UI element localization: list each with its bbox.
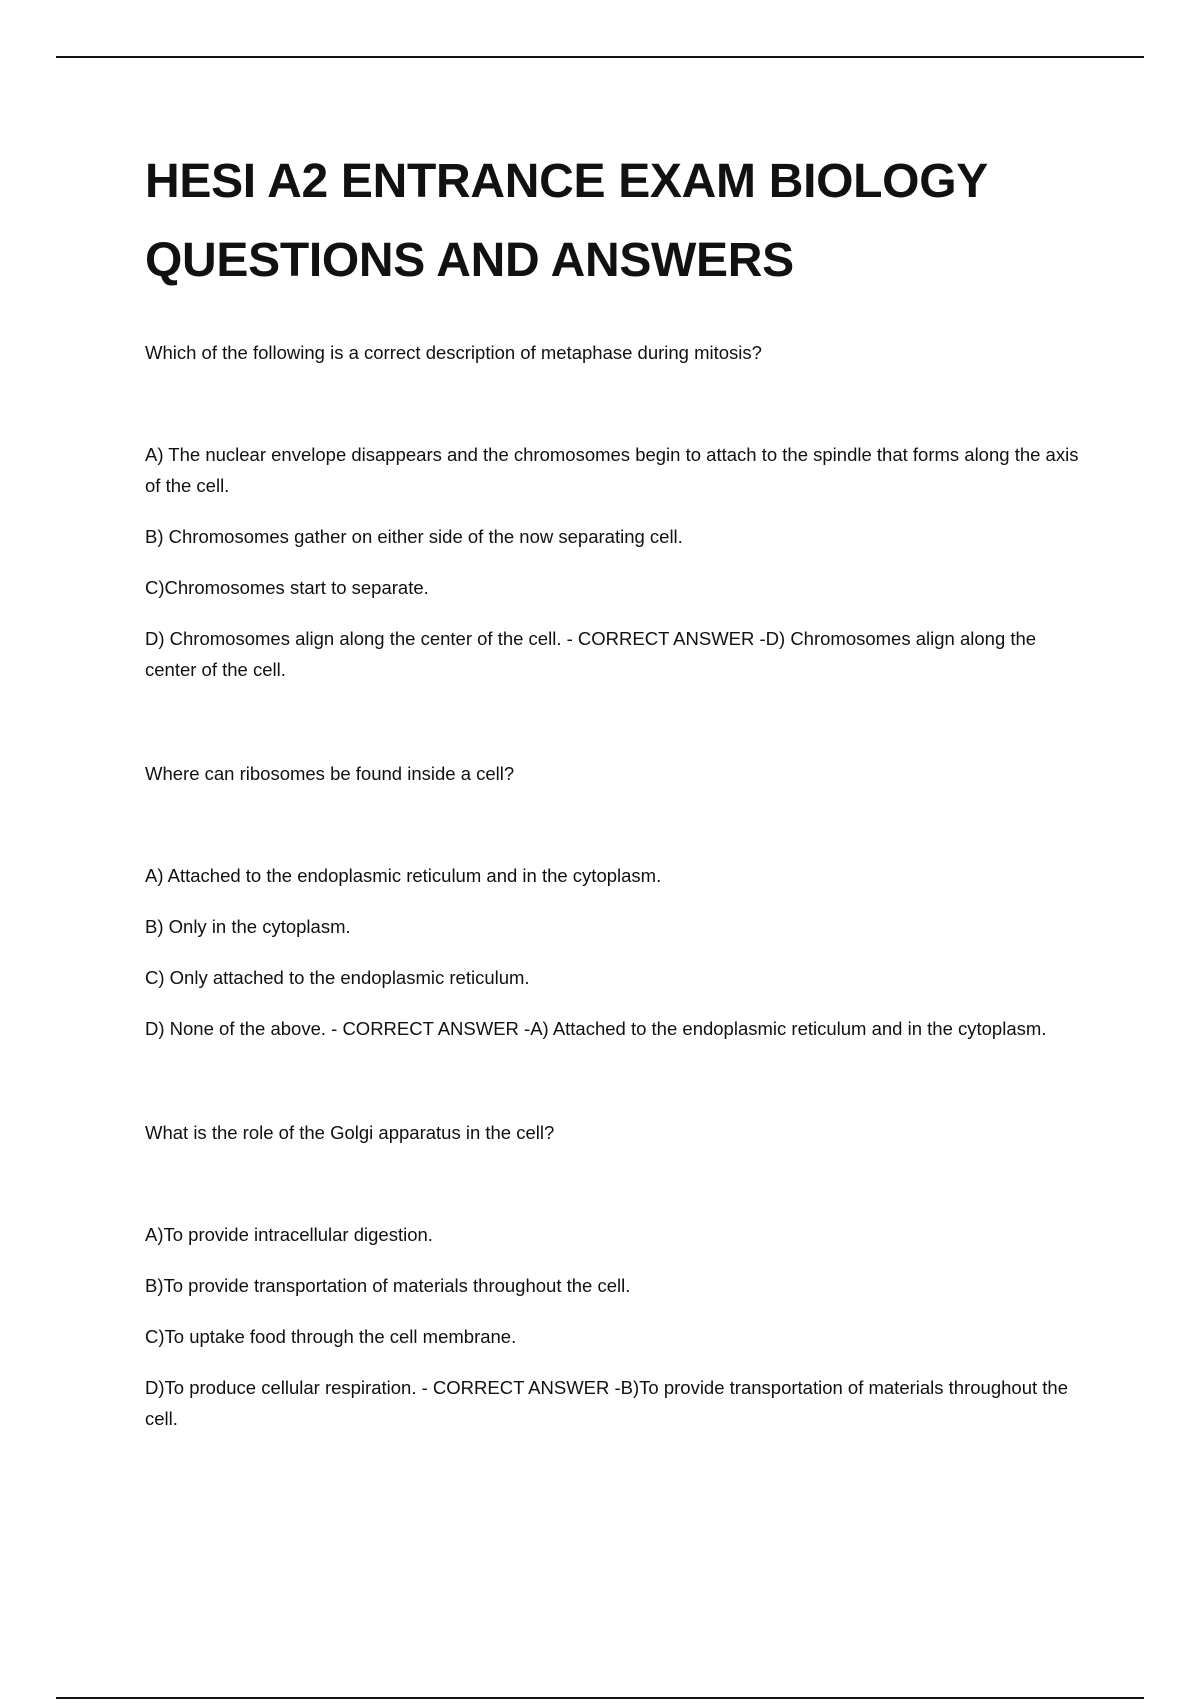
question-text: What is the role of the Golgi apparatus in the cell?	[145, 1122, 555, 1143]
question-text: Which of the following is a correct description of metaphase during mitosis?	[145, 342, 762, 363]
header-rule	[56, 56, 1144, 58]
question-block-1	[145, 337, 1085, 685]
option-a: A) Attached to the endoplasmic reticulum and in the cytoplasm.	[145, 865, 662, 886]
question-block-3	[145, 1117, 1085, 1434]
option-a: A)To provide intracellular digestion.	[145, 1224, 433, 1245]
option-b: B) Only in the cytoplasm.	[145, 916, 351, 937]
option-d-answer: D)To produce cellular respiration. - CORRECT ANSWER -B)To provide transportation of materials throughout the cell.	[145, 1377, 1068, 1429]
option-c: C)To uptake food through the cell membrane.	[145, 1326, 517, 1347]
title-line-2: QUESTIONS AND ANSWERS	[145, 234, 794, 287]
option-b: B)To provide transportation of materials throughout the cell.	[145, 1275, 631, 1296]
footer-rule	[56, 1697, 1144, 1699]
question-text: Where can ribosomes be found inside a cell?	[145, 763, 515, 784]
option-c: C)Chromosomes start to separate.	[145, 577, 429, 598]
option-b: B) Chromosomes gather on either side of the now separating cell.	[145, 526, 683, 547]
question-block-2	[145, 758, 1085, 1044]
title-line-1: HESI A2 ENTRANCE EXAM BIOLOGY	[145, 155, 988, 208]
option-c: C) Only attached to the endoplasmic reticulum.	[145, 967, 530, 988]
document-title	[145, 142, 1085, 300]
document-body	[145, 142, 1085, 1434]
option-d-answer: D) Chromosomes align along the center of the cell. - CORRECT ANSWER -D) Chromosomes align along the center of the cell.	[145, 628, 1037, 680]
option-a: A) The nuclear envelope disappears and the chromosomes begin to attach to the spindle that forms along the axis of the cell.	[145, 444, 1079, 496]
option-d-answer: D) None of the above. - CORRECT ANSWER -A) Attached to the endoplasmic reticulum and in the cytoplasm.	[145, 1018, 1047, 1039]
